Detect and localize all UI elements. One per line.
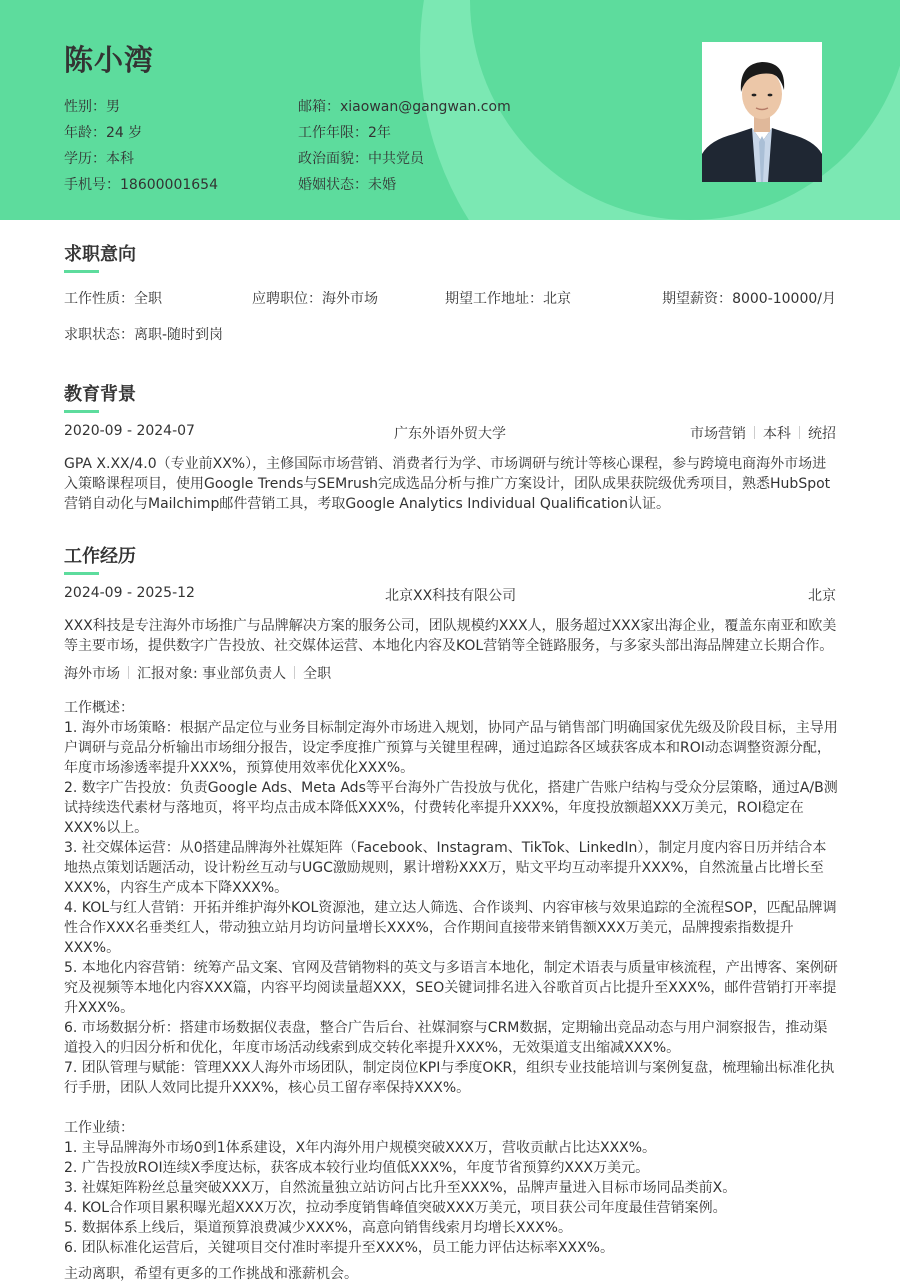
divider [799, 426, 800, 439]
education-period: 2020-09 - 2024-07 [64, 423, 195, 439]
info-age: 年龄：24 岁 [64, 125, 143, 141]
work-tags: 海外市场 汇报对象: 事业部负责人 全职 [64, 666, 332, 682]
company-description: XXX科技是专注海外市场推广与品牌解决方案的服务公司，团队规模约XXX人，服务超过XXX家出海企业，覆盖东南亚和欧美等主要市场，提供数字广告投放、社交媒体运营、本地化内容及KOL营销等全链路服务，与多家头部出海品牌建立长期合作。 [64, 618, 837, 654]
section-underline [64, 572, 99, 575]
achievement-item: 2. 广告投放ROI连续X季度达标，获客成本较行业均值低XXX%，年度节省预算约XXX万美元。 [64, 1160, 650, 1176]
achievement-item: 3. 社媒矩阵粉丝总量突破XXX万，自然流量独立站访问占比升至XXX%，品牌声量进入目标市场同品类前X。 [64, 1180, 737, 1196]
achievement-item: 6. 团队标准化运营后，关键项目交付准时率提升至XXX%，员工能力评估达标率XXX%。 [64, 1240, 614, 1256]
portrait-illustration [702, 42, 822, 182]
intent-status: 求职状态：离职-随时到岗 [64, 327, 224, 343]
work-period: 2024-09 - 2025-12 [64, 585, 195, 601]
overview-item: 7. 团队管理与赋能：管理XXX人海外市场团队，制定岗位KPI与季度OKR，组织专业技能培训与案例复盘，梳理输出标准化执行手册，团队人效同比提升XXX%，核心员工留存率保持XXX%。 [64, 1060, 835, 1096]
info-marital: 婚姻状态：未婚 [298, 177, 396, 193]
overview-item: 5. 本地化内容营销：统筹产品文案、官网及营销物料的英文与多语言本地化，制定术语表与质量审核流程，产出博客、案例研究及视频等本地化内容XXX篇，内容平均阅读量超XXX，SEO关键词排名进入谷歌首页占比提升至XXX%，邮件营销打开率提升XXX%。 [64, 960, 838, 1016]
spacer [64, 1098, 839, 1118]
info-work-years: 工作年限：2年 [298, 125, 391, 141]
intent-position: 应聘职位：海外市场 [252, 291, 378, 307]
section-underline [64, 270, 99, 273]
divider [128, 666, 129, 679]
divider [754, 426, 755, 439]
overview-item: 6. 市场数据分析：搭建市场数据仪表盘，整合广告后台、社媒洞察与CRM数据，定期输出竞品动态与用户洞察报告，推动渠道投入的归因分析和优化，年度市场活动线索到成交转化率提升XXX%，无效渠道支出缩减XXX%。 [64, 1020, 828, 1056]
work-company: 北京XX科技有限公司 [385, 588, 517, 604]
leave-reason: 主动离职，希望有更多的工作挑战和涨薪机会。 [64, 1266, 358, 1282]
achievement-item: 5. 数据体系上线后，渠道预算浪费减少XXX%，高意向销售线索月均增长XXX%。 [64, 1220, 572, 1236]
info-education: 学历：本科 [64, 151, 134, 167]
intent-location: 期望工作地址：北京 [445, 291, 571, 307]
candidate-name: 陈小湾 [64, 43, 155, 77]
overview-label: 工作概述： [64, 700, 134, 716]
section-title-work: 工作经历 [64, 546, 136, 567]
achievement-label: 工作业绩： [64, 1120, 134, 1136]
work-details [64, 698, 839, 1284]
section-underline [64, 410, 99, 413]
overview-item: 1. 海外市场策略：根据产品定位与业务目标制定海外市场进入规划，协同产品与销售部门明确国家优先级及阶段目标，主导用户调研与竞品分析输出市场细分报告，设定季度推广预算与关键里程碑，通过追踪各区域获客成本和ROI动态调整资源分配，年度市场渗透率提升XXX%，预算使用效率优化XXX%。 [64, 720, 838, 776]
achievement-item: 4. KOL合作项目累积曝光超XXX万次，拉动季度销售峰值突破XXX万美元，项目获公司年度最佳营销案例。 [64, 1200, 727, 1216]
education-school: 广东外语外贸大学 [394, 426, 506, 442]
intent-job-type: 工作性质：全职 [64, 291, 162, 307]
overview-item: 3. 社交媒体运营：从0搭建品牌海外社媒矩阵（Facebook、Instagram、TikTok、LinkedIn），制定月度内容日历并结合本地热点策划话题活动，设计粉丝互动与UGC激励规则，累计增粉XXX万，贴文平均互动率提升XXX%，自然流量占比增长至XXX%，内容生产成本下降XXX%。 [64, 840, 827, 896]
section-title-education: 教育背景 [64, 384, 136, 405]
divider [294, 666, 295, 679]
info-political: 政治面貌：中共党员 [298, 151, 424, 167]
info-phone: 手机号：18600001654 [64, 177, 218, 193]
work-city: 北京 [808, 588, 836, 604]
profile-photo [702, 42, 822, 182]
overview-item: 2. 数字广告投放：负责Google Ads、Meta Ads等平台海外广告投放与优化，搭建广告账户结构与受众分层策略，通过A/B测试持续迭代素材与落地页，将平均点击成本降低XXX%，付费转化率提升XXX%，年度投放额超XXX万美元，ROI稳定在XXX%以上。 [64, 780, 838, 836]
overview-item: 4. KOL与红人营销：开拓并维护海外KOL资源池，建立达人筛选、合作谈判、内容审核与效果追踪的全流程SOP，匹配品牌调性合作XXX名垂类红人，带动独立站月均访问量增长XXX%，合作期间直接带来销售额XXX万美元，品牌搜索指数提升XXX%。 [64, 900, 837, 956]
achievement-item: 1. 主导品牌海外市场0到1体系建设，X年内海外用户规模突破XXX万，营收贡献占比达XXX%。 [64, 1140, 657, 1156]
info-email: 邮箱：xiaowan@gangwan.com [298, 99, 511, 115]
intent-salary: 期望薪资：8000-10000/月 [662, 291, 836, 307]
education-description: GPA X.XX/4.0（专业前XX%），主修国际市场营销、消费者行为学、市场调研与统计等核心课程，参与跨境电商海外市场进入策略课程项目，使用Google Trends与SEMrush完成选品分析与推广方案设计，团队成果获院级优秀项目，熟悉HubSpot营销自动化与Mailchimp邮件营销工具，考取Google Analytics Individual Qualification认证。 [64, 456, 831, 512]
info-gender: 性别：男 [64, 99, 120, 115]
education-meta: 市场营销 本科 统招 [690, 426, 836, 442]
section-title-intent: 求职意向 [64, 244, 136, 265]
